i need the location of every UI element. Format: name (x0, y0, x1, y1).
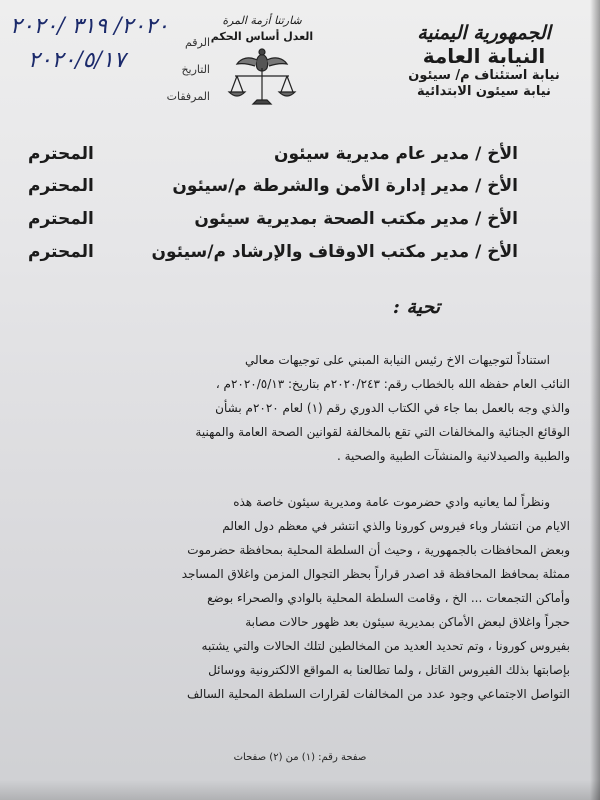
ref-number: ٢٠٢٠/ ٣١٩ /٢٠٢٠ (10, 14, 169, 39)
letterhead-emblem (208, 14, 316, 108)
paragraph-line: النائب العام حفظه الله بالخطاب رقم: ٢٠٢٠/٢٤٣م بتاريخ: ٢٠٢٠/٥/١٣م ، (215, 377, 570, 391)
motto: العدل أساس الحكم (210, 30, 314, 43)
honorific: المحترم (28, 176, 94, 196)
ref-label: الرقم (184, 36, 210, 49)
paragraph-line: ممثلة بمحافظ المحافظة قد اصدر قراراً بحظر التجوال المزمن واغلاق المساجد (181, 567, 570, 581)
paragraph-1 (30, 348, 570, 468)
letter-meta (10, 8, 210, 103)
primary-prosecution: نيابة سيئون الابتدائية (417, 84, 551, 99)
attachments-label: المرفقات (166, 90, 210, 103)
paragraph-line: الايام من انتشار وباء فيروس كورونا والذي انتشر في معظم دول العالم (222, 519, 570, 533)
paragraph-2 (30, 490, 570, 706)
addressee-text: الأخ / مدير عام مديرية سيئون (273, 144, 518, 164)
paragraph-line: الوقائع الجنائية والمخالفات التي تقع بالمخالفة لقوانين الصحة العامة والمهنية (195, 425, 570, 439)
addressee-text: الأخ / مدير مكتب الصحة بمديرية سيئون (194, 209, 518, 229)
greeting: تحية : (392, 296, 440, 318)
honorific: المحترم (28, 242, 94, 262)
paragraph-line: بفيروس كورونا ، وتم تحديد العديد من المخالطين لتلك الحالات والتي يشتبه (201, 639, 570, 653)
paragraph-line: وبعض المحافظات بالجمهورية ، وحيث أن السلطة المحلية بمحافظة حضرموت (187, 543, 570, 557)
appeal-prosecution: نيابة استئناف م/ سيئون (408, 68, 560, 83)
paragraph-line: وأماكن التجمعات ... الخ ، وقامت السلطة المحلية بالوادي والصحراء بوضع (207, 591, 570, 605)
date-label: التاريخ (181, 63, 210, 76)
date-value: ٢٠٢٠/٥/١٧ (28, 48, 126, 73)
authority-name: النيابة العامة (422, 44, 546, 68)
page-number: صفحة رقم: (١) من (٢) صفحات (233, 752, 367, 763)
honorific: المحترم (28, 209, 94, 229)
paragraph-line: التواصل الاجتماعي وجود عدد من المخالفات لقرارات السلطة المحلية السالف (186, 687, 570, 701)
photo-shadow-bottom (0, 780, 600, 800)
addressee-text: الأخ / مدير إدارة الأمن والشرطة م/سيئون (172, 176, 518, 196)
letterhead-right (380, 22, 588, 100)
paragraph-line: والذي وجه بالعمل بما جاء في الكتاب الدوري رقم (١) لعام ٢٠٢٠م بشأن (215, 401, 570, 415)
paragraph-line: حجراً واغلاق لبعض الأماكن بمديرية سيئون بعد ظهور حالات مصابة (245, 615, 570, 629)
photo-shadow-right (590, 0, 600, 800)
honorific: المحترم (28, 144, 94, 164)
paragraph-line: والطبية والصيدلانية والمنشآت الطبية والصحية . (336, 449, 570, 463)
paragraph-line: بإصابتها بذلك الفيروس القاتل ، ولما تطالعنا به المواقع الالكترونية ووسائل (208, 663, 570, 677)
emblem-top-text: شارتنا أزمة المرة (222, 14, 302, 27)
scales-of-justice-icon (227, 46, 297, 108)
paragraph-line: استناداً لتوجيهات الاخ رئيس النيابة المبني على توجيهات معالي (244, 353, 550, 367)
paragraph-line: ونظراً لما يعانيه وادي حضرموت عامة ومديرية سيئون خاصة هذه (233, 495, 550, 509)
country-name: الجمهورية اليمنية (417, 22, 551, 44)
addressee-text: الأخ / مدير مكتب الاوقاف والإرشاد م/سيئون (151, 242, 518, 262)
